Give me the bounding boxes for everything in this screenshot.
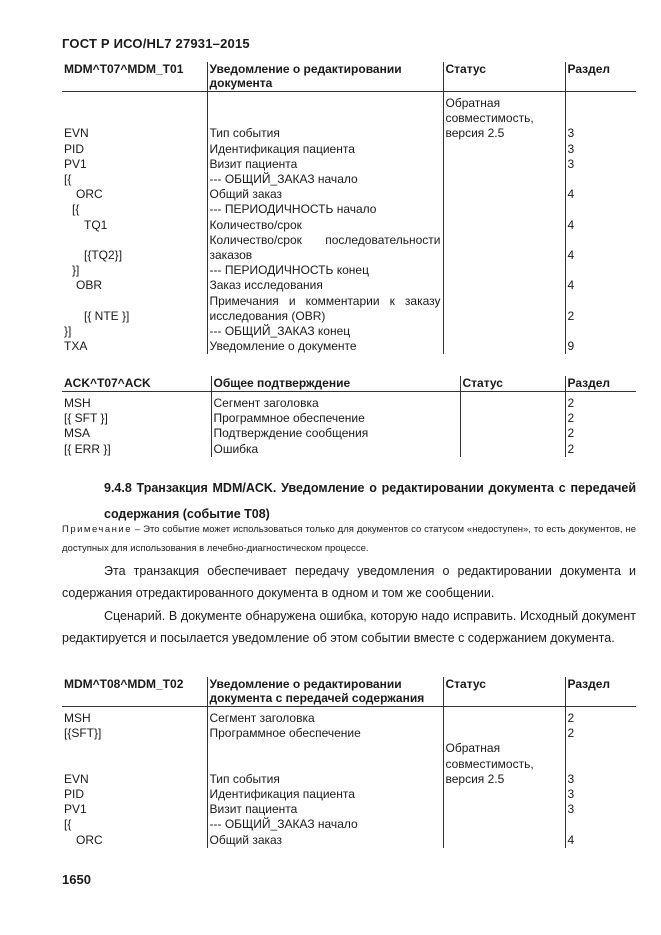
table-row (62, 817, 636, 832)
cell-status (443, 172, 565, 187)
cell-section: 4 (565, 278, 636, 293)
cell-status (443, 324, 565, 339)
cell-status (443, 294, 565, 324)
section-heading: 9.4.8 Транзакция MDM/ACK. Уведомление о редактировании документа с передачей содержания (событие T08) (104, 481, 636, 521)
cell-segment: [{TQ2}] (84, 248, 123, 263)
note-label: Примечание (62, 524, 132, 535)
table-row (62, 187, 636, 202)
col-header-section: Раздел (565, 677, 636, 707)
table-row (62, 324, 636, 339)
cell-description: Визит пациента (207, 157, 443, 172)
cell-status (443, 833, 565, 848)
cell-section (565, 817, 636, 832)
cell-description: --- ОБЩИЙ_ЗАКАЗ конец (207, 324, 443, 339)
cell-status (460, 411, 565, 426)
table-row (62, 396, 636, 411)
cell-segment: [{ (64, 172, 72, 187)
table-row (62, 411, 636, 426)
cell-section: 4 (565, 233, 636, 263)
cell-description: --- ПЕРИОДИЧНОСТЬ начало (207, 202, 443, 217)
cell-status (443, 339, 565, 354)
cell-description: Общий заказ (207, 187, 443, 202)
cell-section: 4 (565, 833, 636, 848)
cell-section (565, 172, 636, 187)
cell-section (565, 324, 636, 339)
cell-status (443, 142, 565, 157)
col-header-description: Уведомление о редактировании документа с передачей содержания (207, 677, 443, 707)
cell-segment: MSH (64, 396, 91, 410)
cell-segment: [{ SFT }] (64, 411, 108, 426)
cell-status (443, 711, 565, 726)
table-row (62, 726, 636, 741)
cell-description: --- ОБЩИЙ_ЗАКАЗ начало (207, 817, 443, 832)
cell-segment: [{SFT}] (64, 726, 102, 741)
cell-segment: TQ1 (84, 217, 108, 232)
cell-description: Общий заказ (207, 833, 443, 848)
cell-section: 3 (565, 96, 636, 142)
cell-status (443, 787, 565, 802)
cell-segment: PV1 (64, 156, 87, 171)
cell-description: Подтверждение сообщения (211, 426, 460, 441)
cell-description: Идентификация пациента (207, 142, 443, 157)
cell-status (443, 157, 565, 172)
cell-section: 2 (565, 294, 636, 324)
col-header-segment: ACK^T07^ACK (62, 376, 211, 392)
table-row (62, 202, 636, 217)
col-header-description: Уведомление о редактировании документа (207, 62, 443, 92)
cell-section: 3 (565, 157, 636, 172)
table-row (62, 157, 636, 172)
cell-description: Ошибка (211, 442, 460, 457)
cell-section (565, 202, 636, 217)
cell-segment: OBR (76, 278, 103, 293)
col-header-status: Статус (460, 376, 565, 392)
cell-description: Тип события (207, 96, 443, 142)
cell-segment: [{ (72, 202, 80, 217)
cell-status (443, 278, 565, 293)
table-row (62, 172, 636, 187)
cell-section: 2 (565, 396, 636, 411)
cell-description: Сегмент заголовка (211, 396, 460, 411)
cell-description: Количество/срок последовательности заказов (207, 233, 443, 263)
cell-description: Визит пациента (207, 802, 443, 817)
table-row (62, 442, 636, 457)
cell-section: 2 (565, 426, 636, 441)
cell-description: Сегмент заголовка (207, 711, 443, 726)
col-header-segment: MDM^T07^MDM_T01 (62, 62, 207, 92)
cell-segment: EVN (64, 126, 89, 141)
table-row (62, 426, 636, 441)
cell-segment: TXA (64, 339, 88, 354)
table-row (62, 96, 636, 142)
table-row (62, 294, 636, 324)
cell-status (443, 187, 565, 202)
cell-section: 2 (565, 726, 636, 741)
cell-status: Обратная совместимость, версия 2.5 (443, 741, 565, 787)
cell-segment: ORC (76, 832, 103, 847)
col-header-description: Общее подтверждение (211, 376, 460, 392)
cell-status: Обратная совместимость, версия 2.5 (443, 96, 565, 142)
table-body (62, 707, 636, 848)
col-header-section: Раздел (565, 376, 636, 392)
cell-segment: EVN (64, 771, 89, 786)
table-row (62, 787, 636, 802)
cell-description: Количество/срок (207, 218, 443, 233)
table-header-row (62, 376, 636, 392)
cell-description: Заказ исследования (207, 278, 443, 293)
cell-description: Уведомление о документе (207, 339, 443, 354)
cell-section: 2 (565, 711, 636, 726)
table-row (62, 142, 636, 157)
table-body (62, 392, 636, 457)
cell-status (443, 263, 565, 278)
cell-description: Программное обеспечение (211, 411, 460, 426)
note (62, 520, 636, 558)
paragraph-description: Эта транзакция обеспечивает передачу уведомления о редактировании документа и содержания отредактированного документа в одном и том же сообщении. (62, 564, 636, 600)
cell-status (460, 426, 565, 441)
cell-description: Программное обеспечение (207, 726, 443, 741)
cell-segment: PID (64, 141, 85, 156)
cell-status (443, 817, 565, 832)
cell-section: 3 (565, 787, 636, 802)
cell-description: Идентификация пациента (207, 787, 443, 802)
cell-segment: MSH (64, 711, 91, 725)
cell-segment: }] (64, 324, 72, 339)
cell-description: Тип события (207, 741, 443, 787)
cell-segment: PV1 (64, 802, 87, 817)
message-table-mdm-t07 (62, 62, 636, 354)
table-row (62, 218, 636, 233)
note-text: – Это событие может использоваться только для документов со статусом «недоступен», то есть документов, не доступных для использования в лечебно-диагностическом процессе. (62, 524, 636, 554)
message-table-mdm-t08 (62, 677, 636, 848)
cell-section: 3 (565, 802, 636, 817)
paragraph-scenario: Сценарий. В документе обнаружена ошибка, которую надо исправить. Исходный документ редактируется и посылается уведомление об этом событии вместе с содержанием документа. (62, 609, 636, 645)
standard-header: ГОСТ Р ИСО/HL7 27931–2015 (62, 36, 250, 51)
cell-status (443, 233, 565, 263)
cell-segment: MSA (64, 426, 91, 441)
cell-description: --- ПЕРИОДИЧНОСТЬ конец (207, 263, 443, 278)
cell-segment: [{ ERR }] (64, 441, 111, 456)
cell-status (443, 202, 565, 217)
cell-section: 3 (565, 741, 636, 787)
cell-section: 2 (565, 442, 636, 457)
col-header-section: Раздел (565, 62, 636, 92)
cell-status (443, 802, 565, 817)
cell-segment: }] (72, 263, 80, 278)
cell-description: --- ОБЩИЙ_ЗАКАЗ начало (207, 172, 443, 187)
cell-status (460, 396, 565, 411)
cell-status (443, 726, 565, 741)
col-header-status: Статус (443, 62, 565, 92)
cell-section: 9 (565, 339, 636, 354)
table-row (62, 711, 636, 726)
cell-section: 4 (565, 187, 636, 202)
table-row (62, 741, 636, 787)
table-header-row (62, 677, 636, 707)
table-row (62, 233, 636, 263)
message-table-ack-t07 (62, 376, 636, 457)
table-row (62, 278, 636, 293)
table-body (62, 92, 636, 355)
table-row (62, 339, 636, 354)
cell-description: Примечания и комментарии к заказу исследования (OBR) (207, 294, 443, 324)
cell-segment: [{ NTE }] (84, 308, 130, 323)
table-header-row (62, 62, 636, 92)
col-header-status: Статус (443, 677, 565, 707)
table-row (62, 833, 636, 848)
cell-segment: ORC (76, 187, 103, 202)
cell-status (443, 218, 565, 233)
cell-section (565, 263, 636, 278)
cell-section: 2 (565, 411, 636, 426)
cell-section: 3 (565, 142, 636, 157)
cell-status (460, 442, 565, 457)
table-row (62, 802, 636, 817)
cell-segment: [{ (64, 817, 72, 832)
cell-segment: PID (64, 787, 85, 802)
page-number: 1650 (62, 872, 91, 887)
table-row (62, 263, 636, 278)
col-header-segment: MDM^T08^MDM_T02 (62, 677, 207, 707)
cell-section: 4 (565, 218, 636, 233)
